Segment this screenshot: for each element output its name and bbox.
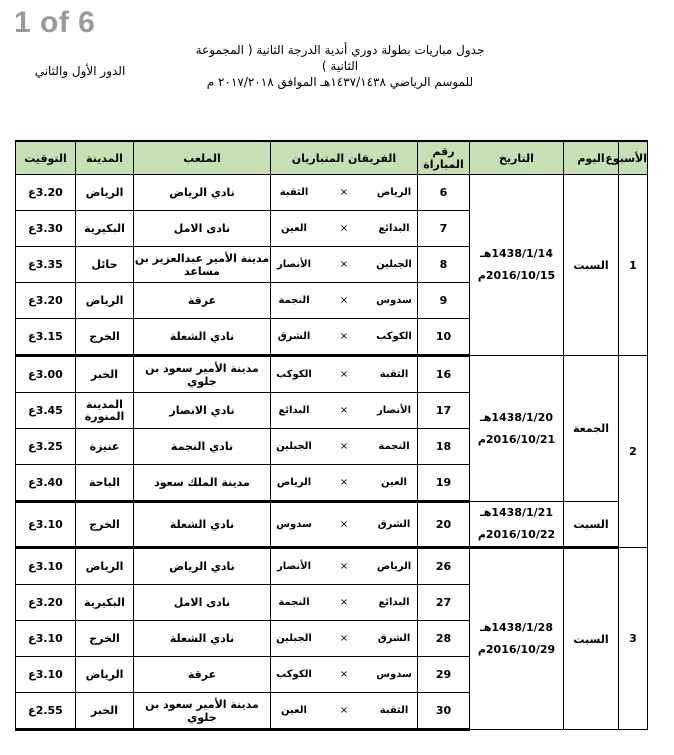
date-gregorian: 2016/10/29م xyxy=(477,643,556,656)
header-row xyxy=(16,141,648,175)
time-cell: 3.10ع xyxy=(16,502,76,548)
away-team: الثقبة xyxy=(279,187,309,198)
city-cell: عنيزة xyxy=(76,429,134,465)
city-cell: الخرج xyxy=(76,621,134,657)
date-hijri: 1438/1/21هـ xyxy=(479,506,553,519)
stadium-cell: نادي الشعلة xyxy=(134,621,271,657)
city-cell: الرياض xyxy=(76,283,134,319)
header-stadium: الملعب xyxy=(134,141,271,175)
match-teams xyxy=(271,393,418,429)
home-team: العين xyxy=(381,477,407,488)
header-number: رقم المباراة xyxy=(418,141,470,175)
city-cell: الخرج xyxy=(76,319,134,356)
match-number: 29 xyxy=(418,657,470,693)
city-cell: الخرج xyxy=(76,502,134,548)
time-cell: 3.10ع xyxy=(16,548,76,585)
week-cell: 2 xyxy=(619,356,648,548)
match-teams xyxy=(271,283,418,319)
match-number: 7 xyxy=(418,211,470,247)
table-row xyxy=(16,175,648,211)
match-teams xyxy=(271,247,418,283)
stadium-cell: مدينة الأمير سعود بن جلوي xyxy=(134,693,271,730)
week-cell: 1 xyxy=(619,175,648,356)
versus-symbol: × xyxy=(339,187,349,198)
match-number: 6 xyxy=(418,175,470,211)
city-cell: البكيرية xyxy=(76,585,134,621)
stadium-cell: نادي الانصار xyxy=(134,393,271,429)
away-team: العين xyxy=(281,223,307,234)
versus-symbol: × xyxy=(339,441,349,452)
time-cell: 3.40ع xyxy=(16,465,76,502)
home-team: النجمة xyxy=(378,441,410,452)
versus-symbol: × xyxy=(339,405,349,416)
city-cell: الرياض xyxy=(76,175,134,211)
time-cell: 3.10ع xyxy=(16,621,76,657)
stadium-cell: مدينة الأمير عبدالعزيز بن مساعد xyxy=(134,247,271,283)
week-cell: 3 xyxy=(619,548,648,730)
stadium-cell: عرقة xyxy=(134,283,271,319)
versus-symbol: × xyxy=(339,477,349,488)
time-cell: 3.20ع xyxy=(16,175,76,211)
stadium-cell: نادي الرياض xyxy=(134,548,271,585)
versus-symbol: × xyxy=(339,561,349,572)
time-cell: 3.10ع xyxy=(16,657,76,693)
home-team: الثقبة xyxy=(379,369,409,380)
round-label: الدور الأول والثاني xyxy=(34,64,126,78)
away-team: الأنصار xyxy=(277,259,311,270)
header-city: المدينة xyxy=(76,141,134,175)
city-cell: الخبر xyxy=(76,693,134,730)
stadium-cell: عرقة xyxy=(134,657,271,693)
versus-symbol: × xyxy=(339,259,349,270)
away-team: الرياض xyxy=(276,477,312,488)
match-teams xyxy=(271,548,418,585)
home-team: البدائع xyxy=(378,223,410,234)
match-teams xyxy=(271,429,418,465)
time-cell: 3.00ع xyxy=(16,356,76,393)
date-gregorian: 2016/10/15م xyxy=(477,269,556,282)
away-team: النجمة xyxy=(278,295,310,306)
match-number: 9 xyxy=(418,283,470,319)
time-cell: 3.15ع xyxy=(16,319,76,356)
match-number: 28 xyxy=(418,621,470,657)
home-team: الجبلين xyxy=(376,259,412,270)
home-team: الأنصار xyxy=(377,405,411,416)
time-cell: 2.55ع xyxy=(16,693,76,730)
match-number: 17 xyxy=(418,393,470,429)
home-team: الكوكب xyxy=(376,331,412,342)
time-cell: 3.45ع xyxy=(16,393,76,429)
home-team: الشرق xyxy=(377,519,411,530)
match-teams xyxy=(271,465,418,502)
versus-symbol: × xyxy=(339,633,349,644)
title-line-1: جدول مباريات بطولة دوري أندية الدرجة الثانية ( المجموعة الثانية ) xyxy=(195,43,485,73)
schedule-body xyxy=(16,175,648,730)
match-number: 18 xyxy=(418,429,470,465)
date-hijri: 1438/1/28هـ xyxy=(479,621,553,634)
date-cell xyxy=(470,548,564,730)
document-title xyxy=(190,42,490,90)
match-teams xyxy=(271,657,418,693)
stadium-cell: مدينة الأمير سعود بن جلوي xyxy=(134,356,271,393)
stadium-cell: نادي الشعلة xyxy=(134,319,271,356)
time-cell: 3.20ع xyxy=(16,585,76,621)
home-team: البدائع xyxy=(378,597,410,608)
day-cell: السبت xyxy=(564,502,619,548)
versus-symbol: × xyxy=(339,519,349,530)
away-team: الجبلين xyxy=(276,441,312,452)
city-cell: الرياض xyxy=(76,657,134,693)
match-number: 20 xyxy=(418,502,470,548)
versus-symbol: × xyxy=(339,331,349,342)
home-team: الرياض xyxy=(376,561,412,572)
away-team: سدوس xyxy=(276,519,312,530)
city-cell: حائل xyxy=(76,247,134,283)
away-team: الأنصار xyxy=(277,561,311,572)
versus-symbol: × xyxy=(339,369,349,380)
header-day: اليوم xyxy=(564,141,619,175)
date-cell xyxy=(470,502,564,548)
time-cell: 3.35ع xyxy=(16,247,76,283)
home-team: الرياض xyxy=(376,187,412,198)
match-teams xyxy=(271,356,418,393)
match-teams xyxy=(271,693,418,730)
table-row xyxy=(16,356,648,393)
date-hijri: 1438/1/20هـ xyxy=(479,410,553,424)
stadium-cell: نادي النجمة xyxy=(134,429,271,465)
away-team: الشرق xyxy=(277,331,311,342)
match-teams xyxy=(271,621,418,657)
city-cell: الخبر xyxy=(76,356,134,393)
time-cell: 3.20ع xyxy=(16,283,76,319)
match-number: 19 xyxy=(418,465,470,502)
header-time: التوقيت xyxy=(16,141,76,175)
table-row xyxy=(16,502,648,548)
away-team: الكوكب xyxy=(276,669,312,680)
home-team: الثقبة xyxy=(379,705,409,716)
stadium-cell: نادى الامل xyxy=(134,585,271,621)
stadium-cell: مدينة الملك سعود xyxy=(134,465,271,502)
day-cell: السبت xyxy=(564,175,619,356)
home-team: الشرق xyxy=(377,633,411,644)
match-number: 27 xyxy=(418,585,470,621)
match-number: 26 xyxy=(418,548,470,585)
away-team: الجبلين xyxy=(276,633,312,644)
versus-symbol: × xyxy=(339,597,349,608)
away-team: الكوكب xyxy=(276,369,312,380)
date-gregorian: 2016/10/21م xyxy=(477,432,556,446)
header-teams: الفريقان المتباريان xyxy=(271,141,418,175)
title-line-2: للموسم الرياضي ١٤٣٧/١٤٣٨هـ الموافق ٢٠١٧/٢٠١٨ م xyxy=(206,75,474,89)
city-cell: الرياض xyxy=(76,548,134,585)
stadium-cell: نادى الامل xyxy=(134,211,271,247)
match-teams xyxy=(271,211,418,247)
away-team: النجمة xyxy=(278,597,310,608)
match-number: 16 xyxy=(418,356,470,393)
stadium-cell: نادي الشعلة xyxy=(134,502,271,548)
date-cell xyxy=(470,356,564,502)
schedule-table xyxy=(15,140,648,731)
home-team: سدوس xyxy=(376,295,412,306)
versus-symbol: × xyxy=(339,223,349,234)
time-cell: 3.25ع xyxy=(16,429,76,465)
day-cell: السبت xyxy=(564,548,619,730)
city-cell: الباحة xyxy=(76,465,134,502)
city-cell: المدينة المنورة xyxy=(76,393,134,429)
home-team: سدوس xyxy=(376,669,412,680)
match-number: 8 xyxy=(418,247,470,283)
stadium-cell: نادي الرياض xyxy=(134,175,271,211)
away-team: العين xyxy=(281,705,307,716)
table-row xyxy=(16,548,648,585)
match-number: 10 xyxy=(418,319,470,356)
header-date: التاريخ xyxy=(470,141,564,175)
match-teams xyxy=(271,502,418,548)
match-teams xyxy=(271,585,418,621)
day-cell: الجمعة xyxy=(564,356,619,502)
header-week: الأسبوع xyxy=(619,141,648,175)
time-cell: 3.30ع xyxy=(16,211,76,247)
away-team: البدائع xyxy=(278,405,310,416)
versus-symbol: × xyxy=(339,295,349,306)
versus-symbol: × xyxy=(339,669,349,680)
city-cell: البكيرية xyxy=(76,211,134,247)
date-gregorian: 2016/10/22م xyxy=(477,528,556,541)
match-teams xyxy=(271,175,418,211)
match-teams xyxy=(271,319,418,356)
versus-symbol: × xyxy=(339,705,349,716)
date-hijri: 1438/1/14هـ xyxy=(479,247,553,260)
match-number: 30 xyxy=(418,693,470,730)
page-counter: 1 of 6 xyxy=(14,6,96,39)
date-cell xyxy=(470,175,564,356)
